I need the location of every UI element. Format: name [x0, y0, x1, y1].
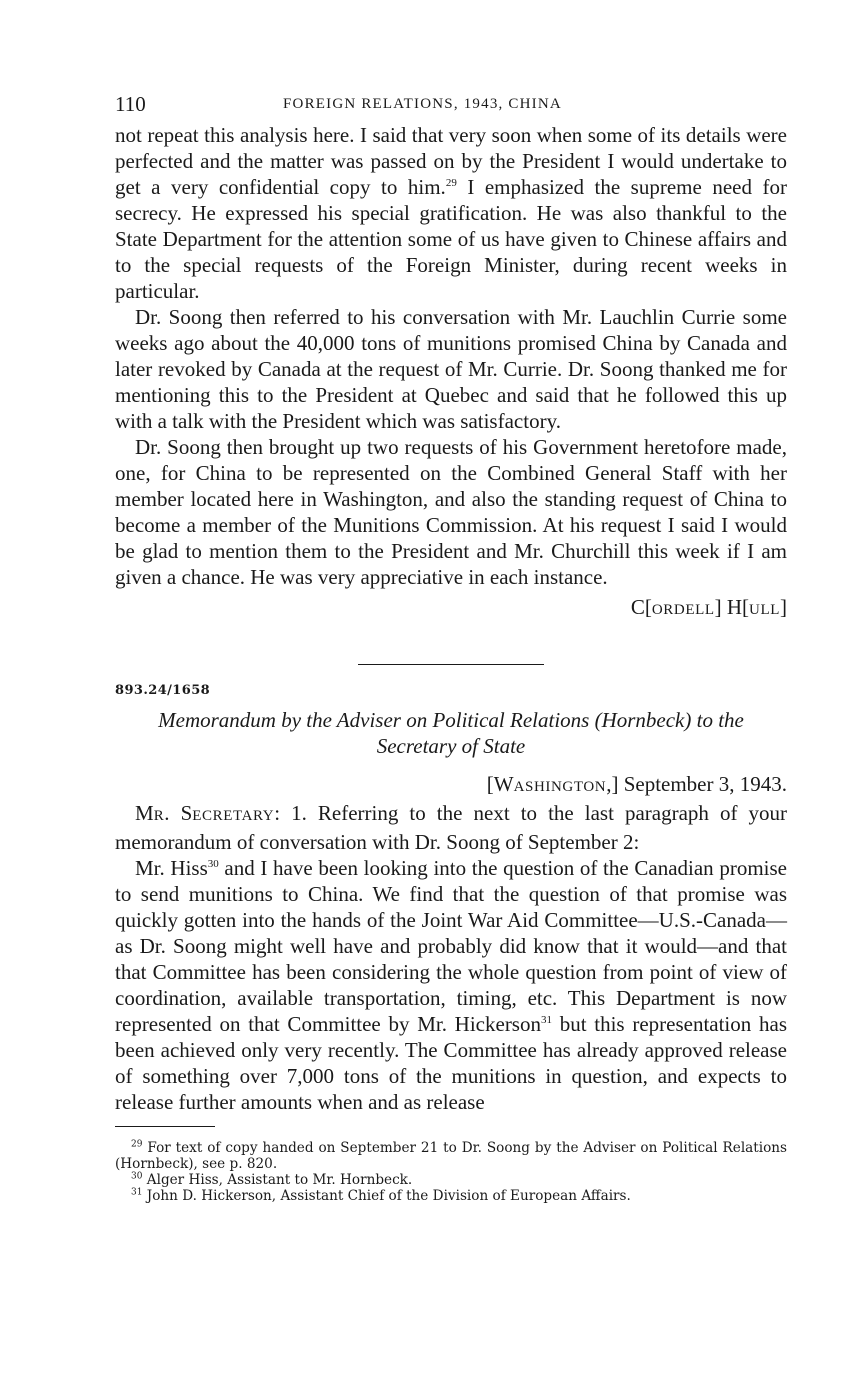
memo-title	[115, 707, 787, 759]
footnote-divider	[115, 1126, 215, 1127]
footnote: $^{30}$ Alger Hiss, Assistant to Mr. Hornbeck.	[131, 1171, 413, 1188]
footnote-ref[interactable]: 31	[540, 1014, 552, 1026]
document-page	[115, 92, 787, 1204]
memo-title-line: Secretary of State	[376, 734, 526, 758]
running-head	[115, 92, 787, 122]
file-number: 893.24/1658	[115, 683, 211, 698]
memo-body	[115, 800, 787, 1115]
paragraph: MR. SECRETARY: 1. Referring to the next to the last paragraph of your memorandum of conversation with Dr. Soong of September 2:	[115, 801, 788, 854]
footnote: $^{29}$ For text of copy handed on September 21 to Dr. Soong by the Adviser on Political Relations (Hornbeck), see p. 820.	[115, 1139, 787, 1172]
footnote: $^{31}$ John D. Hickerson, Assistant Chief of the Division of European Affairs.	[131, 1187, 631, 1204]
paragraph: Mr. Hiss$^{30}$ and I have been looking into the question of the Canadian promise to send munitions to China. We find that the question of that promise was quickly gotten into the hands of the Joint War Aid Committee—U.S.-Canada—as Dr. Soong might well have and probably did know that it would—and that that Committee has been considering the whole question from point of view of coordination, available transportation, timing, etc. This Department is now represented on that Committee by Mr. Hickerson$^{31}$ but this representation has been achieved only very recently. The Committee has already approved release of something over 7,000 tons of the munitions in question, and expects to release further amounts when and as release	[115, 856, 787, 1114]
page-number: 110	[115, 92, 146, 116]
dateline: [WASHINGTON,] September 3, 1943.	[486, 772, 787, 796]
running-title: FOREIGN RELATIONS, 1943, CHINA	[283, 96, 562, 112]
signature: C[ORDELL] H[ULL]	[630, 595, 787, 619]
paragraph: Dr. Soong then referred to his conversation with Mr. Lauchlin Currie some weeks ago about the 40,000 tons of munitions promised China by Canada and later revoked by Canada at the request of Mr. Currie. Dr. Soong thanked me for mentioning this to the President at Quebec and said that he followed this up with a talk with the President which was satisfactory.	[115, 305, 787, 433]
footnote-ref[interactable]: 30	[207, 858, 219, 870]
footnote-mark: 31	[131, 1187, 143, 1198]
memo-title-line: Memorandum by the Adviser on Political Relations (Hornbeck) to the	[158, 708, 744, 732]
footnote-mark: 29	[131, 1139, 143, 1150]
section-divider	[358, 664, 544, 665]
paragraph: not repeat this analysis here. I said that very soon when some of its details were perfected and the matter was passed on by the President I would undertake to get a very confidential copy to him.$^{29}$ I emphasized the supreme need for secrecy. He expressed his special gratification. He was also thankful to the State Department for the attention some of us have given to Chinese affairs and to the special requests of the Foreign Minister, during recent weeks in particular.	[115, 123, 787, 303]
paragraph: Dr. Soong then brought up two requests of his Government heretofore made, one, for China to be represented on the Combined General Staff with her member located here in Washington, and also the standing request of China to become a member of the Munitions Commission. At his request I said I would be glad to mention them to the President and Mr. Churchill this week if I am given a chance. He was very appreciative in each instance.	[115, 435, 787, 589]
footnotes	[115, 1140, 787, 1204]
letter-body	[115, 122, 787, 590]
footnote-mark: 30	[131, 1171, 143, 1182]
footnote-ref[interactable]: 29	[445, 177, 457, 189]
